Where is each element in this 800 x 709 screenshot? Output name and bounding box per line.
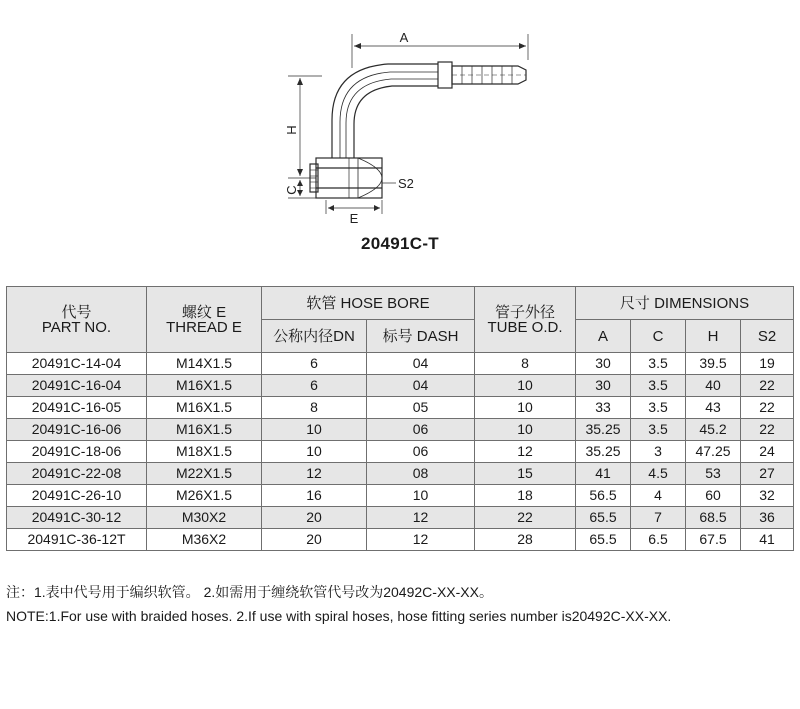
header-dash: 标号 DASH <box>367 320 475 353</box>
cell-thread: M16X1.5 <box>147 419 262 441</box>
table-row <box>7 463 794 485</box>
cell-tube-od: 10 <box>475 397 576 419</box>
table-row <box>7 397 794 419</box>
cell-a: 30 <box>576 353 631 375</box>
cell-part-no: 20491C-16-06 <box>7 419 147 441</box>
header-part-no <box>7 287 147 353</box>
cell-part-no: 20491C-16-05 <box>7 397 147 419</box>
cell-h: 39.5 <box>686 353 741 375</box>
cell-thread: M14X1.5 <box>147 353 262 375</box>
cell-c: 3 <box>631 441 686 463</box>
cell-part-no: 20491C-22-08 <box>7 463 147 485</box>
cell-a: 35.25 <box>576 419 631 441</box>
cell-dn: 8 <box>262 397 367 419</box>
cell-part-no: 20491C-36-12T <box>7 529 147 551</box>
cell-thread: M16X1.5 <box>147 375 262 397</box>
table-row <box>7 375 794 397</box>
cell-c: 4.5 <box>631 463 686 485</box>
header-dn: 公称内径DN <box>262 320 367 353</box>
cell-dash: 10 <box>367 485 475 507</box>
cell-h: 67.5 <box>686 529 741 551</box>
header-h: H <box>686 320 741 353</box>
cell-part-no: 20491C-16-04 <box>7 375 147 397</box>
cell-thread: M36X2 <box>147 529 262 551</box>
cell-s2: 22 <box>741 397 794 419</box>
cell-s2: 22 <box>741 419 794 441</box>
note-en: NOTE:1.For use with braided hoses. 2.If use with spiral hoses, hose fitting series number is20492C-XX-XX. <box>6 608 672 624</box>
table-row <box>7 485 794 507</box>
cell-h: 53 <box>686 463 741 485</box>
table-row <box>7 507 794 529</box>
cell-dash: 12 <box>367 507 475 529</box>
cell-h: 43 <box>686 397 741 419</box>
header-hose-bore: 软管 HOSE BORE <box>262 287 475 320</box>
cell-s2: 24 <box>741 441 794 463</box>
cell-tube-od: 8 <box>475 353 576 375</box>
header-dimensions: 尺寸 DIMENSIONS <box>576 287 794 320</box>
header-thread-cn: 螺纹 E <box>181 303 227 321</box>
cell-part-no: 20491C-18-06 <box>7 441 147 463</box>
dim-e-label: E <box>349 211 359 226</box>
dim-s2-label: S2 <box>398 176 414 191</box>
table-row <box>7 419 794 441</box>
cell-dn: 6 <box>262 353 367 375</box>
model-number: 20491C-T <box>361 234 439 253</box>
cell-h: 45.2 <box>686 419 741 441</box>
cell-dash: 06 <box>367 419 475 441</box>
header-s2: S2 <box>741 320 794 353</box>
cell-dash: 04 <box>367 353 475 375</box>
cell-thread: M18X1.5 <box>147 441 262 463</box>
cell-c: 3.5 <box>631 375 686 397</box>
cell-tube-od: 15 <box>475 463 576 485</box>
cell-tube-od: 22 <box>475 507 576 529</box>
cell-h: 40 <box>686 375 741 397</box>
cell-a: 41 <box>576 463 631 485</box>
cell-a: 35.25 <box>576 441 631 463</box>
cell-h: 68.5 <box>686 507 741 529</box>
cell-part-no: 20491C-26-10 <box>7 485 147 507</box>
fitting-drawing <box>270 28 540 228</box>
cell-dn: 16 <box>262 485 367 507</box>
cell-dash: 12 <box>367 529 475 551</box>
cell-c: 6.5 <box>631 529 686 551</box>
cell-s2: 27 <box>741 463 794 485</box>
header-part-no-en: PART NO. <box>41 318 112 336</box>
cell-c: 3.5 <box>631 397 686 419</box>
cell-dash: 04 <box>367 375 475 397</box>
cell-dash: 08 <box>367 463 475 485</box>
cell-s2: 19 <box>741 353 794 375</box>
header-part-no-cn: 代号 <box>61 303 92 321</box>
header-thread-en: THREAD E <box>166 318 242 336</box>
table-row <box>7 441 794 463</box>
cell-a: 65.5 <box>576 507 631 529</box>
cell-c: 3.5 <box>631 419 686 441</box>
cell-thread: M30X2 <box>147 507 262 529</box>
header-thread <box>147 287 262 353</box>
cell-h: 47.25 <box>686 441 741 463</box>
cell-part-no: 20491C-14-04 <box>7 353 147 375</box>
cell-s2: 41 <box>741 529 794 551</box>
cell-dn: 20 <box>262 529 367 551</box>
cell-thread: M22X1.5 <box>147 463 262 485</box>
table-row <box>7 529 794 551</box>
cell-s2: 36 <box>741 507 794 529</box>
cell-dash: 05 <box>367 397 475 419</box>
cell-dash: 06 <box>367 441 475 463</box>
cell-dn: 10 <box>262 419 367 441</box>
cell-tube-od: 12 <box>475 441 576 463</box>
cell-tube-od: 28 <box>475 529 576 551</box>
dim-c-label: C <box>284 185 299 195</box>
cell-a: 56.5 <box>576 485 631 507</box>
cell-s2: 22 <box>741 375 794 397</box>
cell-tube-od: 10 <box>475 375 576 397</box>
cell-a: 65.5 <box>576 529 631 551</box>
cell-c: 4 <box>631 485 686 507</box>
cell-dn: 10 <box>262 441 367 463</box>
header-a: A <box>576 320 631 353</box>
cell-thread: M26X1.5 <box>147 485 262 507</box>
cell-c: 7 <box>631 507 686 529</box>
note-cn: 注：1.表中代号用于编织软管。 2.如需用于缠绕软管代号改为20492C-XX-XX。 <box>6 584 493 600</box>
cell-s2: 32 <box>741 485 794 507</box>
cell-dn: 6 <box>262 375 367 397</box>
cell-dn: 20 <box>262 507 367 529</box>
cell-thread: M16X1.5 <box>147 397 262 419</box>
header-tube-od <box>475 287 576 353</box>
table-row <box>7 353 794 375</box>
cell-h: 60 <box>686 485 741 507</box>
spec-table-body <box>7 353 794 551</box>
notes <box>6 580 671 628</box>
cell-c: 3.5 <box>631 353 686 375</box>
header-tube-cn: 管子外径 <box>495 303 556 321</box>
cell-dn: 12 <box>262 463 367 485</box>
cell-tube-od: 18 <box>475 485 576 507</box>
spec-table <box>6 286 794 551</box>
header-c: C <box>631 320 686 353</box>
header-tube-en: TUBE O.D. <box>487 318 563 336</box>
cell-a: 30 <box>576 375 631 397</box>
cell-part-no: 20491C-30-12 <box>7 507 147 529</box>
cell-tube-od: 10 <box>475 419 576 441</box>
dim-a-label: A <box>399 30 409 45</box>
dim-h-label: H <box>284 125 299 135</box>
cell-a: 33 <box>576 397 631 419</box>
